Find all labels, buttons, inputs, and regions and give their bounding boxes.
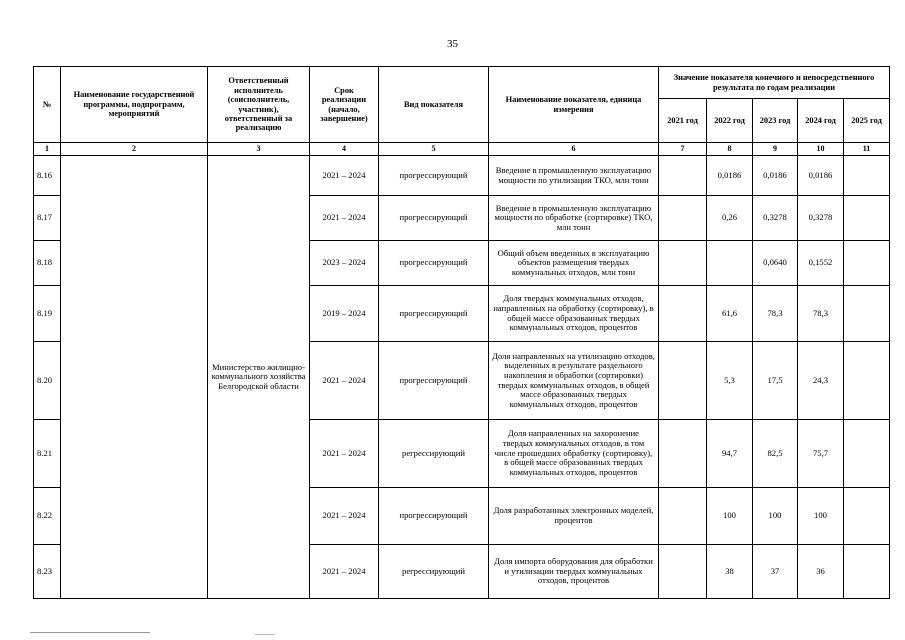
row-value-2021: [659, 342, 707, 420]
row-indicator-type: прогрессирующий: [379, 342, 489, 420]
scan-artifact-line: [255, 634, 275, 635]
row-period: 2021 – 2024: [310, 156, 379, 196]
indicators-table: [33, 66, 890, 599]
row-value-2025: [844, 342, 890, 420]
row-value-2023: 82,5: [753, 420, 798, 488]
row-value-2024: 24,3: [798, 342, 844, 420]
table-row: [34, 156, 890, 196]
row-value-2022: 0,0186: [707, 156, 753, 196]
program-name-cell: [61, 156, 208, 599]
row-period: 2021 – 2024: [310, 545, 379, 599]
row-value-2021: [659, 545, 707, 599]
row-indicator-type: прогрессирующий: [379, 488, 489, 545]
row-value-2022: 0,26: [707, 196, 753, 241]
row-number: 8.18: [34, 241, 61, 286]
column-number: 2: [61, 143, 208, 156]
row-number: 8.20: [34, 342, 61, 420]
row-number: 8.19: [34, 286, 61, 342]
column-number: 6: [489, 143, 659, 156]
row-value-2024: 0,1552: [798, 241, 844, 286]
row-value-2024: 0,0186: [798, 156, 844, 196]
header-year-2021: 2021 год: [659, 99, 707, 143]
row-value-2023: 17,5: [753, 342, 798, 420]
row-number: 8.16: [34, 156, 61, 196]
row-period: 2023 – 2024: [310, 241, 379, 286]
column-number: 10: [798, 143, 844, 156]
header-year-2023: 2023 год: [753, 99, 798, 143]
row-value-2021: [659, 196, 707, 241]
row-value-2025: [844, 241, 890, 286]
row-indicator-name: Доля разработанных электронных моделей, процентов: [489, 488, 659, 545]
row-indicator-name: Доля направленных на захоронение твердых коммунальных отходов, в том числе прошедших обработку (сортировку), в общей массе образованных твердых коммунальных отходов, процентов: [489, 420, 659, 488]
row-value-2022: [707, 241, 753, 286]
column-number: 3: [208, 143, 310, 156]
column-number: 5: [379, 143, 489, 156]
row-indicator-type: прогрессирующий: [379, 196, 489, 241]
row-period: 2021 – 2024: [310, 488, 379, 545]
row-number: 8.22: [34, 488, 61, 545]
column-number: 1: [34, 143, 61, 156]
row-value-2023: 37: [753, 545, 798, 599]
row-period: 2021 – 2024: [310, 196, 379, 241]
row-value-2021: [659, 156, 707, 196]
header-indicator-name: Наименование показателя, единица измерения: [489, 67, 659, 143]
row-indicator-type: регрессирующий: [379, 545, 489, 599]
row-value-2023: 0,3278: [753, 196, 798, 241]
header-year-2022: 2022 год: [707, 99, 753, 143]
row-indicator-name: Общий объем введенных в эксплуатацию объектов размещения твердых коммунальных отходов, млн тонн: [489, 241, 659, 286]
row-indicator-type: прогрессирующий: [379, 241, 489, 286]
row-value-2025: [844, 286, 890, 342]
row-number: 8.21: [34, 420, 61, 488]
row-value-2024: 36: [798, 545, 844, 599]
row-value-2021: [659, 420, 707, 488]
row-indicator-name: Доля направленных на утилизацию отходов, выделенных в результате раздельного накопления и обработки (сортировки) твердых коммунальных отходов, в общей массе образованных твердых коммунальных отходов, процентов: [489, 342, 659, 420]
row-indicator-name: Доля твердых коммунальных отходов, направленных на обработку (сортировку), в общей массе образованных твердых коммунальных отходов, процентов: [489, 286, 659, 342]
row-value-2024: 0,3278: [798, 196, 844, 241]
row-value-2022: 100: [707, 488, 753, 545]
scan-artifact-line: [30, 632, 150, 633]
row-number: 8.17: [34, 196, 61, 241]
row-value-2022: 94,7: [707, 420, 753, 488]
header-indicator-type: Вид показателя: [379, 67, 489, 143]
responsible-cell: Министерство жилищно-коммунального хозяйства Белгородской области: [208, 156, 310, 599]
header-values-group: Значение показателя конечного и непосредственного результата по годам реализации: [659, 67, 890, 99]
row-value-2023: 100: [753, 488, 798, 545]
row-indicator-name: Доля импорта оборудования для обработки и утилизации твердых коммунальных отходов, процентов: [489, 545, 659, 599]
header-num: №: [34, 67, 61, 143]
row-value-2024: 75,7: [798, 420, 844, 488]
row-value-2022: 61,6: [707, 286, 753, 342]
row-value-2025: [844, 488, 890, 545]
row-value-2023: 78,3: [753, 286, 798, 342]
row-value-2025: [844, 196, 890, 241]
row-value-2025: [844, 420, 890, 488]
header-responsible: Ответственный исполнитель (соисполнитель, участник), ответственный за реализацию: [208, 67, 310, 143]
row-period: 2021 – 2024: [310, 342, 379, 420]
row-indicator-name: Введение в промышленную эксплуатацию мощности по утилизации ТКО, млн тонн: [489, 156, 659, 196]
row-value-2025: [844, 545, 890, 599]
row-value-2022: 38: [707, 545, 753, 599]
row-period: 2021 – 2024: [310, 420, 379, 488]
row-value-2023: 0,0186: [753, 156, 798, 196]
header-period: Срок реализации (начало, завершение): [310, 67, 379, 143]
row-value-2021: [659, 286, 707, 342]
row-value-2024: 100: [798, 488, 844, 545]
page-number: 35: [447, 38, 458, 50]
row-value-2025: [844, 156, 890, 196]
row-number: 8.23: [34, 545, 61, 599]
header-program: Наименование государственной программы, подпрограмм, мероприятий: [61, 67, 208, 143]
column-number: 7: [659, 143, 707, 156]
column-number: 4: [310, 143, 379, 156]
header-year-2025: 2025 год: [844, 99, 890, 143]
row-indicator-type: прогрессирующий: [379, 286, 489, 342]
header-year-2024: 2024 год: [798, 99, 844, 143]
row-indicator-type: прогрессирующий: [379, 156, 489, 196]
row-value-2022: 5,3: [707, 342, 753, 420]
row-indicator-type: регрессирующий: [379, 420, 489, 488]
row-value-2023: 0,0640: [753, 241, 798, 286]
column-number: 11: [844, 143, 890, 156]
row-value-2024: 78,3: [798, 286, 844, 342]
row-indicator-name: Введение в промышленную эксплуатацию мощности по обработке (сортировке) ТКО, млн тонн: [489, 196, 659, 241]
column-number: 9: [753, 143, 798, 156]
row-value-2021: [659, 241, 707, 286]
row-period: 2019 – 2024: [310, 286, 379, 342]
row-value-2021: [659, 488, 707, 545]
column-number: 8: [707, 143, 753, 156]
